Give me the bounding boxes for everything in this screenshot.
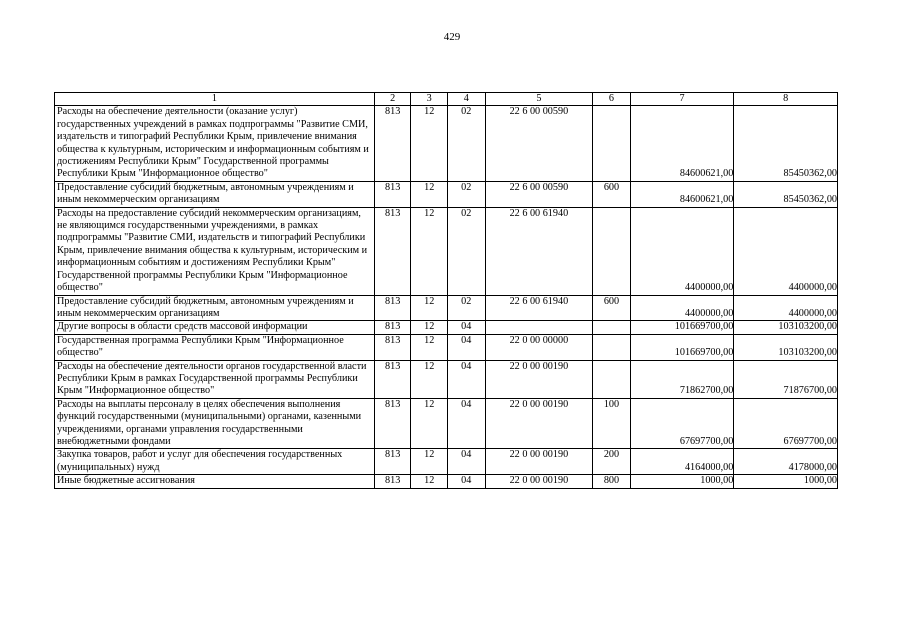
code-cell: 22 6 00 00590: [485, 181, 593, 207]
amount-cell: 103103200,00: [734, 321, 838, 334]
code-cell: 04: [447, 398, 485, 449]
code-cell: 22 0 00 00000: [485, 334, 593, 360]
column-header: 6: [593, 93, 631, 106]
code-cell: 813: [374, 360, 411, 398]
amount-cell: 67697700,00: [630, 398, 734, 449]
table-row: [55, 321, 838, 334]
budget-table: [54, 92, 838, 489]
code-cell: 800: [593, 475, 631, 488]
amount-cell: 4400000,00: [734, 207, 838, 295]
code-cell: 813: [374, 106, 411, 181]
code-cell: 04: [447, 475, 485, 488]
code-cell: 22 0 00 00190: [485, 398, 593, 449]
row-name-cell: Предоставление субсидий бюджетным, автономным учреждениям и иным некоммерческим организациям: [55, 295, 375, 321]
row-name-cell: Расходы на обеспечение деятельности органов государственной власти Республики Крым в рамках Государственной программы Республики Крым "Информационное общество": [55, 360, 375, 398]
code-cell: 600: [593, 295, 631, 321]
table-row: [55, 360, 838, 398]
code-cell: 12: [411, 106, 448, 181]
column-header: 2: [374, 93, 411, 106]
code-cell: [593, 360, 631, 398]
code-cell: 600: [593, 181, 631, 207]
code-cell: 22 0 00 00190: [485, 449, 593, 475]
row-name-cell: Расходы на предоставление субсидий некоммерческим организациям, не являющимся государственными учреждениями, в рамках подпрограммы "Развитие СМИ, издательств и типографий Республики Крым, привлечение внимания общества к культурным, историческим и информационным событиям и достижениям Республики Крым" Государственной программы Республики Крым "Информационное общество": [55, 207, 375, 295]
amount-cell: 71876700,00: [734, 360, 838, 398]
amount-cell: 85450362,00: [734, 181, 838, 207]
amount-cell: 101669700,00: [630, 334, 734, 360]
code-cell: [593, 106, 631, 181]
code-cell: 02: [447, 181, 485, 207]
code-cell: 813: [374, 449, 411, 475]
table-row: [55, 295, 838, 321]
code-cell: 22 6 00 61940: [485, 207, 593, 295]
amount-cell: 1000,00: [630, 475, 734, 488]
code-cell: 22 0 00 00190: [485, 360, 593, 398]
amount-cell: 4178000,00: [734, 449, 838, 475]
code-cell: 04: [447, 360, 485, 398]
code-cell: 12: [411, 398, 448, 449]
code-cell: 02: [447, 106, 485, 181]
code-cell: 813: [374, 181, 411, 207]
code-cell: 813: [374, 321, 411, 334]
code-cell: 22 6 00 61940: [485, 295, 593, 321]
row-name-cell: Закупка товаров, работ и услуг для обеспечения государственных (муниципальных) нужд: [55, 449, 375, 475]
code-cell: 04: [447, 334, 485, 360]
code-cell: [593, 321, 631, 334]
code-cell: 12: [411, 181, 448, 207]
amount-cell: 4164000,00: [630, 449, 734, 475]
code-cell: 12: [411, 449, 448, 475]
code-cell: 22 0 00 00190: [485, 475, 593, 488]
amount-cell: 4400000,00: [630, 295, 734, 321]
table-row: [55, 106, 838, 181]
row-name-cell: Другие вопросы в области средств массовой информации: [55, 321, 375, 334]
row-name-cell: Иные бюджетные ассигнования: [55, 475, 375, 488]
page-number: 429: [443, 31, 461, 43]
table-row: [55, 449, 838, 475]
amount-cell: 71862700,00: [630, 360, 734, 398]
code-cell: 04: [447, 449, 485, 475]
column-header: 7: [630, 93, 734, 106]
code-cell: 12: [411, 334, 448, 360]
amount-cell: 84600621,00: [630, 181, 734, 207]
amount-cell: 103103200,00: [734, 334, 838, 360]
code-cell: [485, 321, 593, 334]
code-cell: 12: [411, 321, 448, 334]
table-row: [55, 398, 838, 449]
code-cell: [593, 207, 631, 295]
amount-cell: 4400000,00: [630, 207, 734, 295]
code-cell: 813: [374, 295, 411, 321]
code-cell: 12: [411, 475, 448, 488]
table-row: [55, 334, 838, 360]
column-header: 1: [55, 93, 375, 106]
amount-cell: 4400000,00: [734, 295, 838, 321]
table-row: [55, 475, 838, 488]
table-row: [55, 181, 838, 207]
column-header: 5: [485, 93, 593, 106]
row-name-cell: Расходы на обеспечение деятельности (оказание услуг) государственных учреждений в рамках подпрограммы "Развитие СМИ, издательств и типографий Республики Крым, привлечение внимания общества к культурным, историческим и информационным событиям и достижениям Республики Крым" Государственной программы Республики Крым "Информационное общество": [55, 106, 375, 181]
code-cell: 813: [374, 398, 411, 449]
row-name-cell: Предоставление субсидий бюджетным, автономным учреждениям и иным некоммерческим организациям: [55, 181, 375, 207]
code-cell: [593, 334, 631, 360]
code-cell: 813: [374, 207, 411, 295]
amount-cell: 84600621,00: [630, 106, 734, 181]
code-cell: 813: [374, 475, 411, 488]
amount-cell: 101669700,00: [630, 321, 734, 334]
code-cell: 22 6 00 00590: [485, 106, 593, 181]
code-cell: 04: [447, 321, 485, 334]
code-cell: 02: [447, 295, 485, 321]
code-cell: 12: [411, 360, 448, 398]
code-cell: 813: [374, 334, 411, 360]
row-name-cell: Расходы на выплаты персоналу в целях обеспечения выполнения функций государственными (муниципальными) органами, казенными учреждениями, органами управления государственными внебюджетными фондами: [55, 398, 375, 449]
table-header-row: [55, 93, 838, 106]
column-header: 8: [734, 93, 838, 106]
amount-cell: 67697700,00: [734, 398, 838, 449]
code-cell: 12: [411, 295, 448, 321]
code-cell: 100: [593, 398, 631, 449]
code-cell: 200: [593, 449, 631, 475]
row-name-cell: Государственная программа Республики Крым "Информационное общество": [55, 334, 375, 360]
column-header: 3: [411, 93, 448, 106]
amount-cell: 85450362,00: [734, 106, 838, 181]
table-row: [55, 207, 838, 295]
amount-cell: 1000,00: [734, 475, 838, 488]
code-cell: 12: [411, 207, 448, 295]
column-header: 4: [447, 93, 485, 106]
code-cell: 02: [447, 207, 485, 295]
